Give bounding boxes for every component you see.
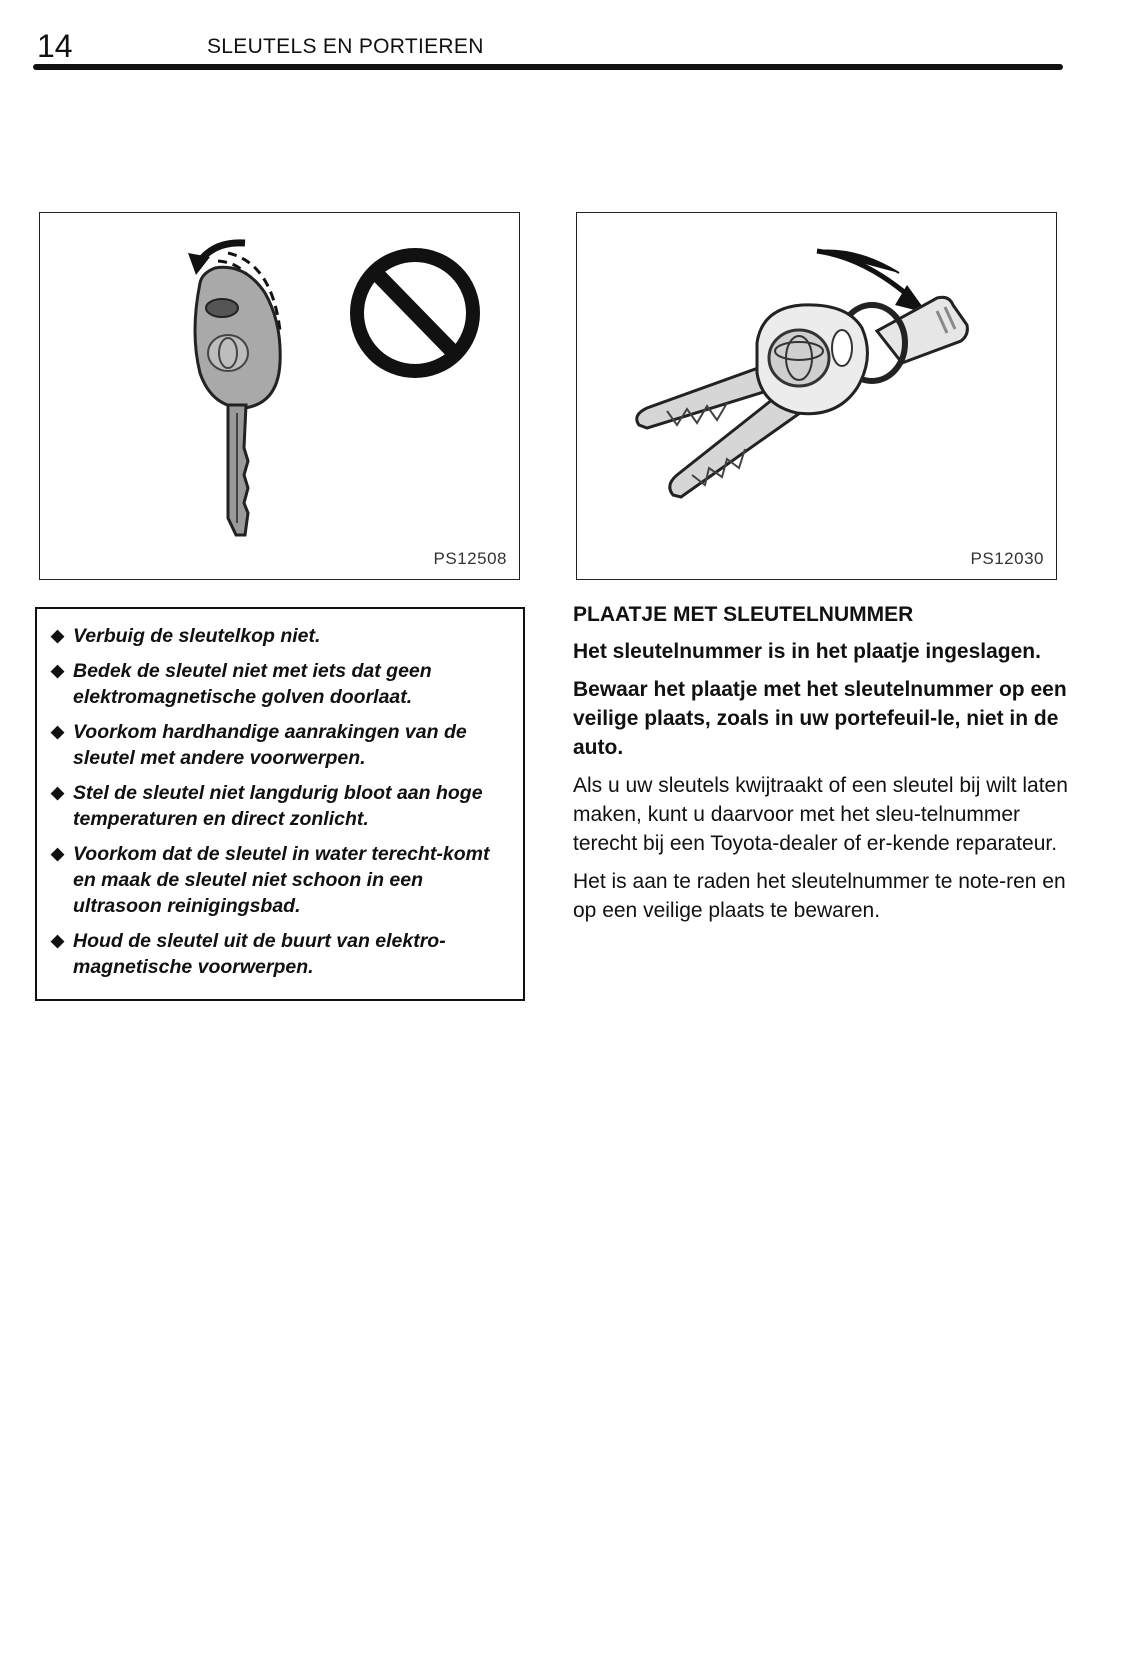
- key-plate-storage: Bewaar het plaatje met het sleutelnummer op een veilige plaats, zoals in uw portefeuil-le, niet in de auto.: [573, 678, 1067, 759]
- key-plate-heading: PLAATJE MET SLEUTELNUMMER: [573, 603, 914, 626]
- diamond-bullet-icon: ◆: [51, 722, 65, 741]
- caution-item: [51, 623, 511, 649]
- caution-text: Voorkom hardhandige aanrakingen van de sleutel met andere voorwerpen.: [73, 721, 467, 769]
- caution-item: [51, 780, 511, 832]
- header-rule: [33, 64, 1063, 70]
- key-plate-lost-keys: Als u uw sleutels kwijtraakt of een sleutel bij wilt laten maken, kunt u daarvoor met het sleu-telnummer terecht bij een Toyota-dealer of er-kende reparateur.: [573, 774, 1068, 855]
- caution-item: [51, 928, 511, 980]
- caution-item: [51, 658, 511, 710]
- key-bend-prohibited-icon: [40, 213, 519, 579]
- diamond-bullet-icon: ◆: [51, 661, 65, 680]
- caution-text: Houd de sleutel uit de buurt van elektro-magnetische voorwerpen.: [73, 930, 446, 978]
- caution-text: Voorkom dat de sleutel in water terecht-komt en maak de sleutel niet schoon in een ultrasoon reinigingsbad.: [73, 843, 490, 917]
- page-number: 14: [37, 28, 73, 64]
- section-title: SLEUTELS EN PORTIEREN: [207, 35, 484, 58]
- caution-text: Bedek de sleutel niet met iets dat geen elektromagnetische golven doorlaat.: [73, 660, 432, 708]
- caution-box: [35, 607, 525, 1001]
- caution-item: [51, 841, 511, 919]
- keys-with-number-plate-icon: [577, 213, 1056, 579]
- diamond-bullet-icon: ◆: [51, 844, 65, 863]
- caution-text: Stel de sleutel niet langdurig bloot aan hoge temperaturen en direct zonlicht.: [73, 782, 483, 830]
- key-plate-intro: Het sleutelnummer is in het plaatje ingeslagen.: [573, 640, 1041, 663]
- key-plate-advice: Het is aan te raden het sleutelnummer te note-ren en op een veilige plaats te bewaren.: [573, 870, 1066, 922]
- figure-key-plate: [576, 212, 1057, 580]
- figure-code: PS12508: [433, 549, 507, 568]
- caution-text: Verbuig de sleutelkop niet.: [73, 625, 321, 647]
- figure-key-bend: [39, 212, 520, 580]
- diamond-bullet-icon: ◆: [51, 626, 65, 645]
- diamond-bullet-icon: ◆: [51, 783, 65, 802]
- diamond-bullet-icon: ◆: [51, 931, 65, 950]
- caution-item: [51, 719, 511, 771]
- figure-code: PS12030: [970, 549, 1044, 568]
- key-plate-section: [573, 600, 1073, 934]
